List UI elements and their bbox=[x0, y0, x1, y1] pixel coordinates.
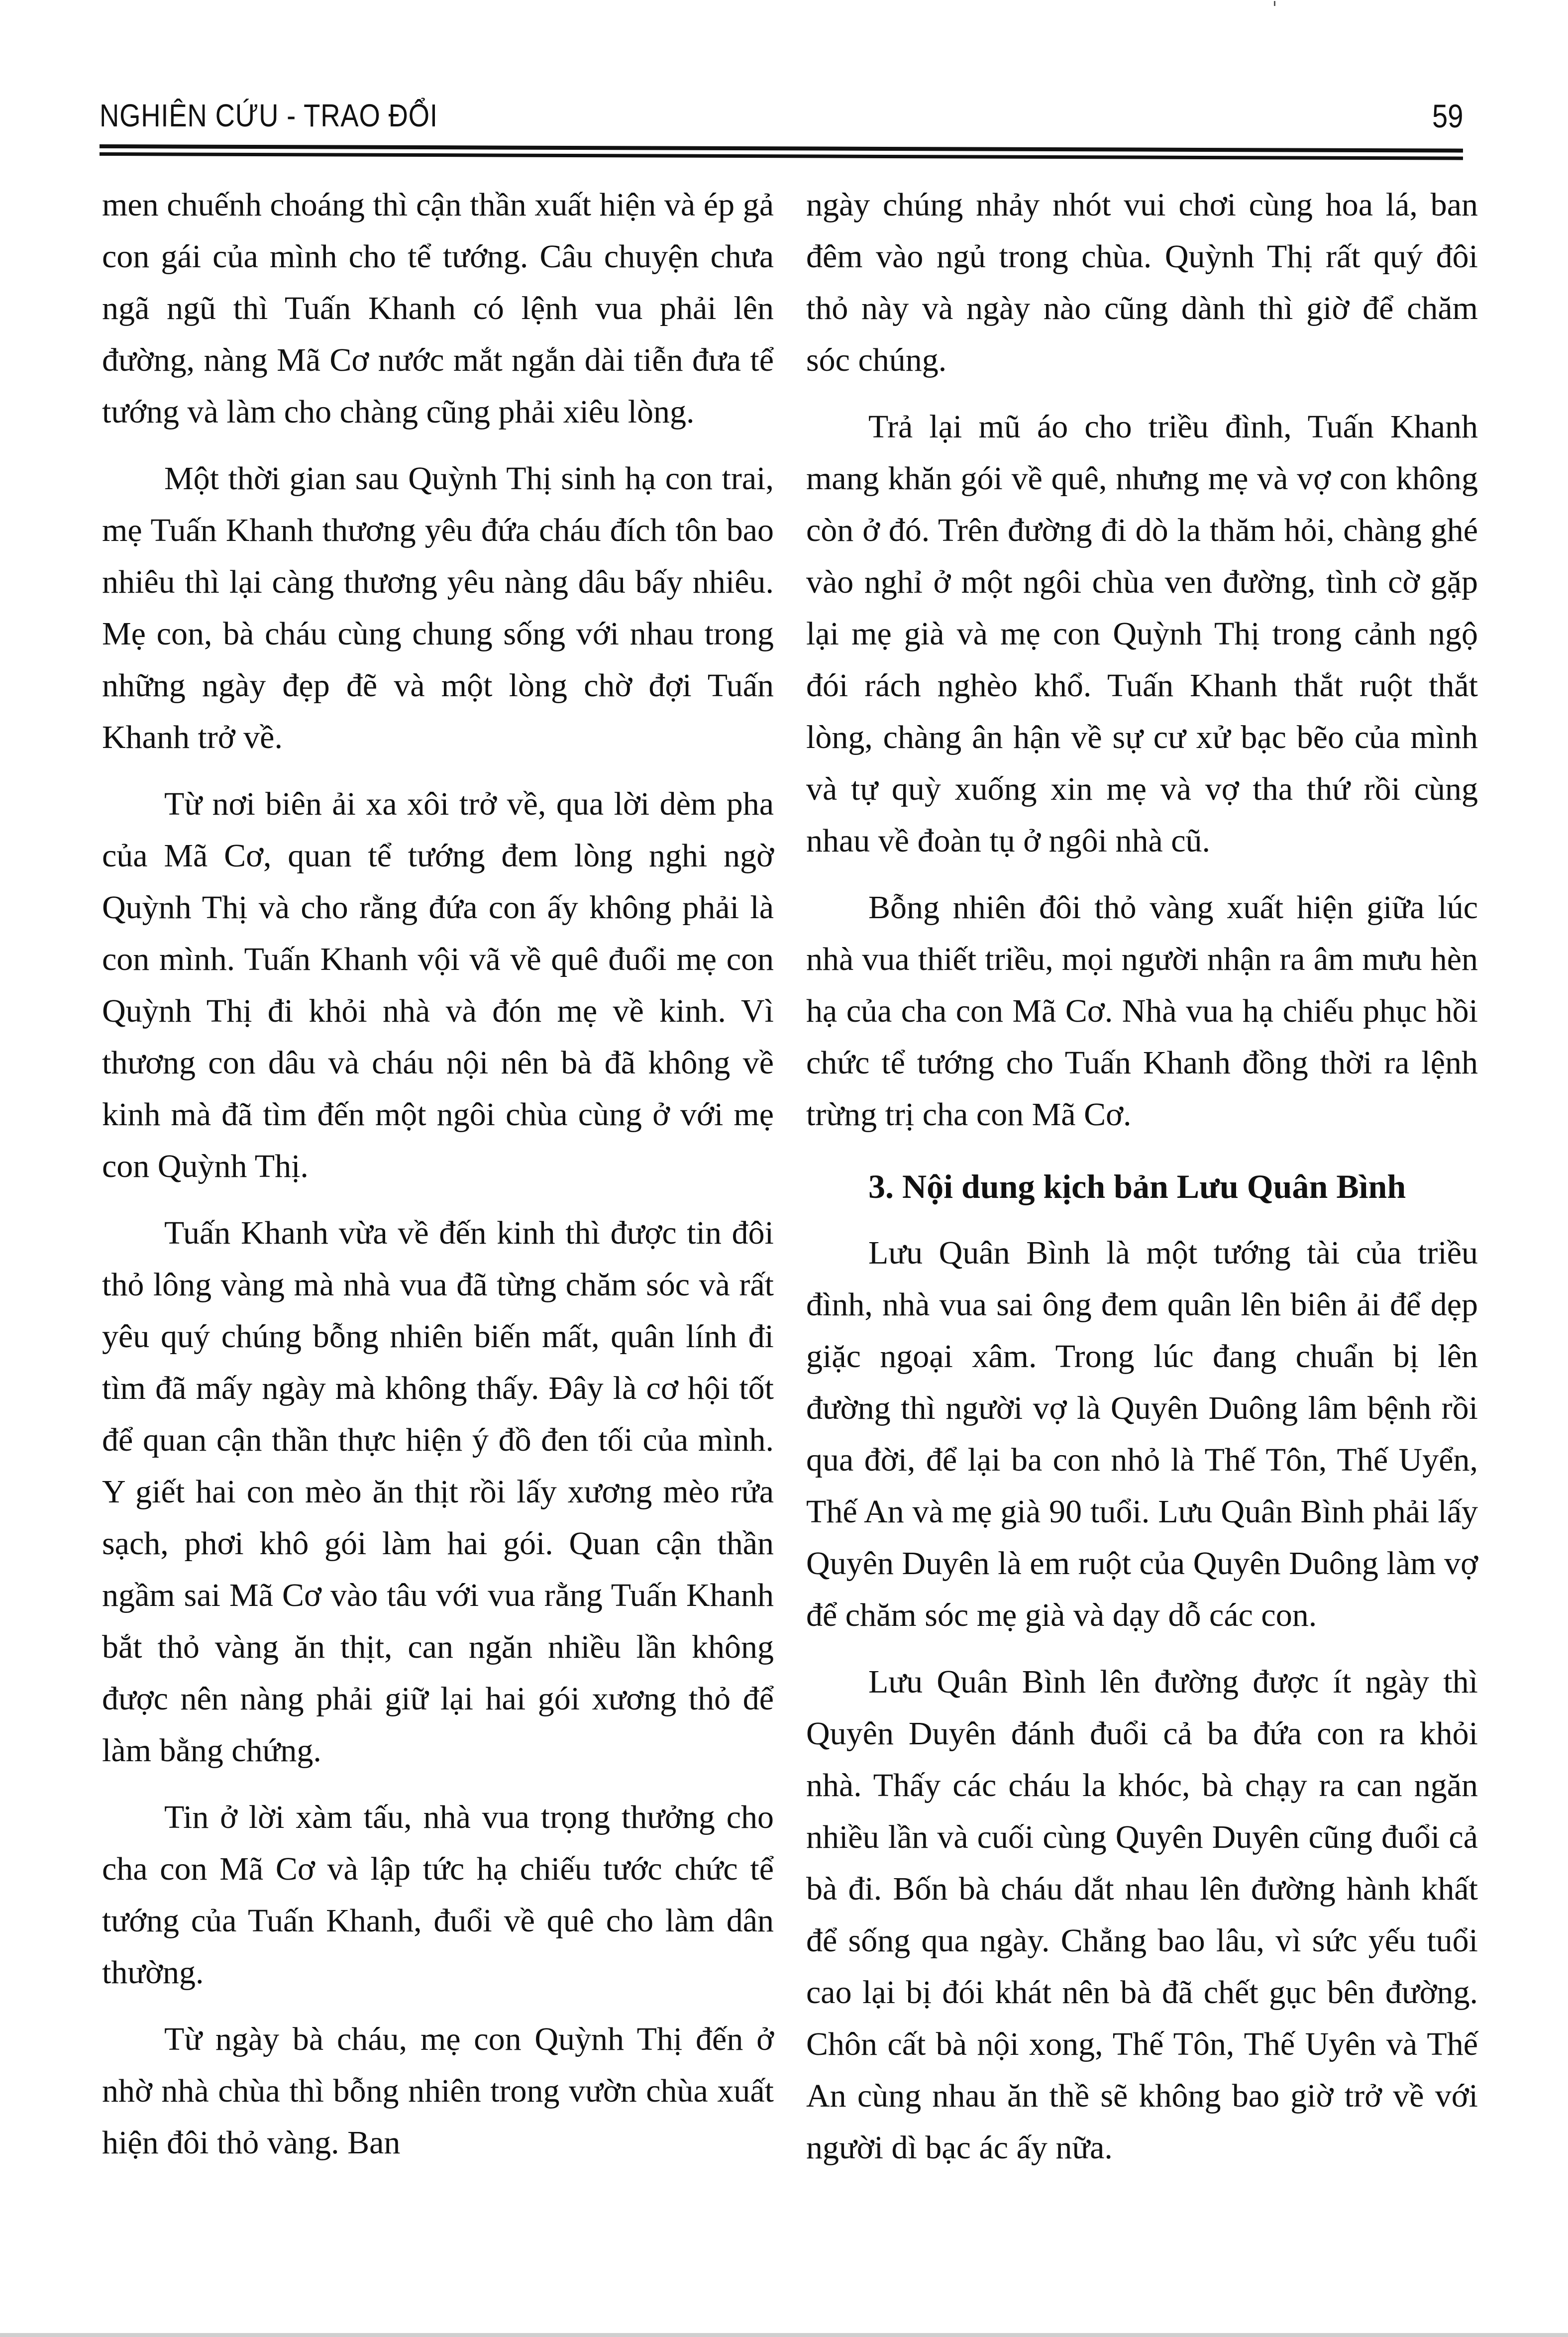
header-rule-top bbox=[100, 144, 1463, 153]
paragraph: Một thời gian sau Quỳnh Thị sinh hạ con trai, mẹ Tuấn Khanh thương yêu đứa cháu đích tôn bao nhiêu thì lại càng thương yêu nàng dâu bấy nhiêu. Mẹ con, bà cháu cùng chung sống với nhau trong những ngày đẹp đẽ và một lòng chờ đợi Tuấn Khanh trở về. bbox=[102, 460, 774, 755]
paragraph: men chuếnh choáng thì cận thần xuất hiện và ép gả con gái của mình cho tể tướng. Câu chuyện chưa ngã ngũ thì Tuấn Khanh có lệnh vua phải lên đường, nàng Mã Cơ nước mắt ngắn dài tiễn đưa tể tướng và làm cho chàng cũng phải xiêu lòng. bbox=[102, 187, 774, 430]
page-bottom-edge bbox=[0, 2333, 1568, 2337]
section-heading: 3. Nội dung kịch bản Lưu Quân Bình bbox=[868, 1168, 1406, 1205]
header-rule-bottom bbox=[100, 152, 1463, 160]
section-title: NGHIÊN CỨU - TRAO ĐỔI bbox=[100, 98, 438, 133]
left-column bbox=[102, 179, 774, 2184]
paragraph: Tin ở lời xàm tấu, nhà vua trọng thưởng cho cha con Mã Cơ và lập tức hạ chiếu tước chức tể tướng của Tuấn Khanh, đuổi về quê cho làm dân thường. bbox=[102, 1799, 774, 1991]
paragraph: Bỗng nhiên đôi thỏ vàng xuất hiện giữa lúc nhà vua thiết triều, mọi người nhận ra âm mưu hèn hạ của cha con Mã Cơ. Nhà vua hạ chiếu phục hồi chức tể tướng cho Tuấn Khanh đồng thời ra lệnh trừng trị cha con Mã Cơ. bbox=[806, 889, 1478, 1133]
scan-mark bbox=[1274, 1, 1275, 6]
paragraph: Tuấn Khanh vừa về đến kinh thì được tin đôi thỏ lông vàng mà nhà vua đã từng chăm sóc và rất yêu quý chúng bỗng nhiên biến mất, quân lính đi tìm đã mấy ngày mà không thấy. Đây là cơ hội tốt để quan cận thần thực hiện ý đồ đen tối của mình. Y giết hai con mèo ăn thịt rồi lấy xương mèo rửa sạch, phơi khô gói làm hai gói. Quan cận thần ngầm sai Mã Cơ vào tâu với vua rằng Tuấn Khanh bắt thỏ vàng ăn thịt, can ngăn nhiều lần không được nên nàng phải giữ lại hai gói xương thỏ để làm bằng chứng. bbox=[102, 1215, 774, 1769]
paragraph: ngày chúng nhảy nhót vui chơi cùng hoa lá, ban đêm vào ngủ trong chùa. Quỳnh Thị rất quý đôi thỏ này và ngày nào cũng dành thì giờ để chăm sóc chúng. bbox=[806, 187, 1478, 378]
page-number: 59 bbox=[1432, 98, 1463, 134]
right-column bbox=[806, 179, 1478, 2189]
paragraph: Lưu Quân Bình lên đường được ít ngày thì Quyên Duyên đánh đuổi cả ba đứa con ra khỏi nhà. Thấy các cháu la khóc, bà chạy ra can ngăn nhiều lần và cuối cùng Quyên Duyên cũng đuổi cả bà đi. Bốn bà cháu dắt nhau lên đường hành khất để sống qua ngày. Chẳng bao lâu, vì sức yếu tuổi cao lại bị đói khát nên bà đã chết gục bên đường. Chôn cất bà nội xong, Thế Tôn, Thế Uyên và Thế An cùng nhau ăn thề sẽ không bao giờ trở về với người dì bạc ác ấy nữa. bbox=[806, 1664, 1478, 2166]
paragraph: Từ nơi biên ải xa xôi trở về, qua lời dèm pha của Mã Cơ, quan tể tướng đem lòng nghi ngờ Quỳnh Thị và cho rằng đứa con ấy không phải là con mình. Tuấn Khanh vội vã về quê đuổi mẹ con Quỳnh Thị đi khỏi nhà và đón mẹ về kinh. Vì thương con dâu và cháu nội nên bà đã không về kinh mà đã tìm đến một ngôi chùa cùng ở với mẹ con Quỳnh Thị. bbox=[102, 786, 774, 1184]
paragraph: Trả lại mũ áo cho triều đình, Tuấn Khanh mang khăn gói về quê, nhưng mẹ và vợ con không còn ở đó. Trên đường đi dò la thăm hỏi, chàng ghé vào nghỉ ở một ngôi chùa ven đường, tình cờ gặp lại mẹ già và mẹ con Quỳnh Thị trong cảnh ngộ đói rách nghèo khổ. Tuấn Khanh thắt ruột thắt lòng, chàng ân hận về sự cư xử bạc bẽo của mình và tự quỳ xuống xin mẹ và vợ tha thứ rồi cùng nhau về đoàn tụ ở ngôi nhà cũ. bbox=[806, 409, 1478, 859]
paragraph: Từ ngày bà cháu, mẹ con Quỳnh Thị đến ở nhờ nhà chùa thì bỗng nhiên trong vườn chùa xuất hiện đôi thỏ vàng. Ban bbox=[102, 2021, 774, 2161]
running-header bbox=[100, 97, 1463, 137]
paragraph: Lưu Quân Bình là một tướng tài của triều đình, nhà vua sai ông đem quân lên biên ải để dẹp giặc ngoại xâm. Trong lúc đang chuẩn bị lên đường thì người vợ là Quyên Duông lâm bệnh rồi qua đời, để lại ba con nhỏ là Thế Tôn, Thế Uyển, Thế An và mẹ già 90 tuổi. Lưu Quân Bình phải lấy Quyên Duyên là em ruột của Quyên Duông làm vợ để chăm sóc mẹ già và dạy dỗ các con. bbox=[806, 1235, 1478, 1633]
